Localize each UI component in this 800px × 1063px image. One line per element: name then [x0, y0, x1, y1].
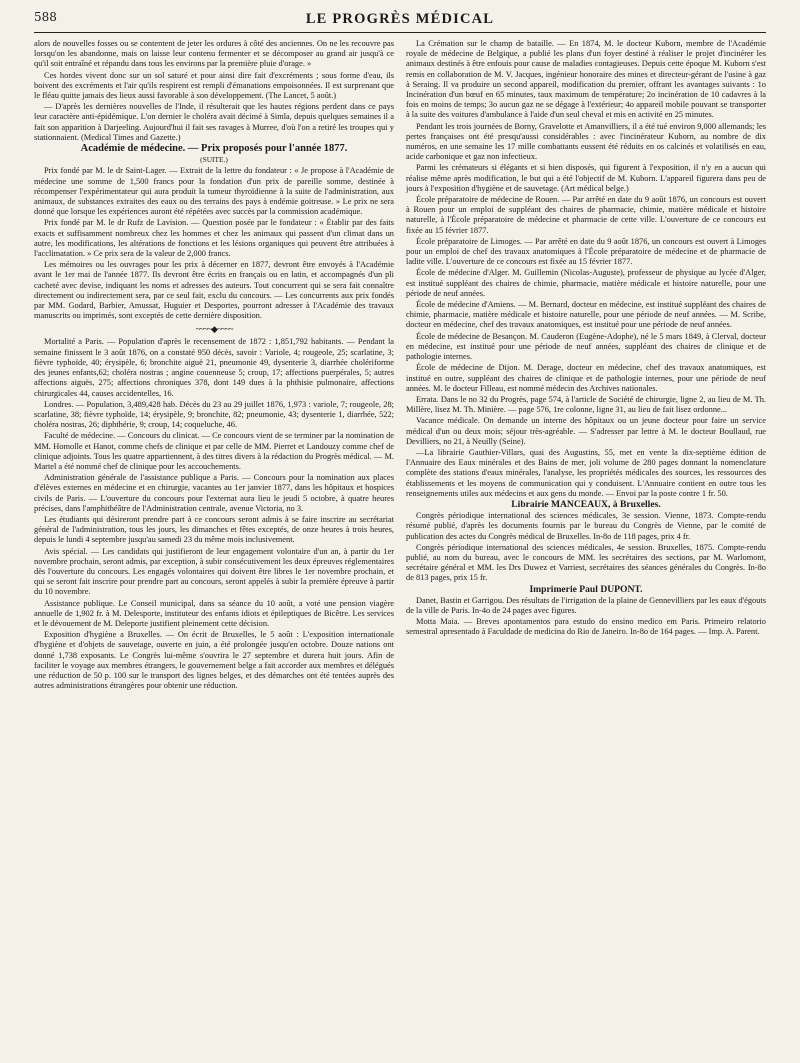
running-header — [34, 10, 766, 33]
news-item-faculty: Faculté de médecine. — Concours du clinicat. — Ce concours vient de se terminer par la nomination de MM. Homolle et Hanot, comme chefs de clinique et par celle de MM. Pierret et Landouzy comme chef de clinique adjoints. Tous les quatre appartiennent, à des titres divers à la rédaction du Progrès médical. — M. Martel a été nommé chef de clinique pour les accouchements. — [34, 431, 394, 471]
section-ornament: ~~~~◆~~~~ — [195, 324, 233, 335]
news-item-amiens: École de médecine d'Amiens. — M. Bernard, docteur en médecine, est institué suppléant des chaires de chimie, pharmacie, matière médicale et histoire naturelle, pour une période de neuf années. — M. Scribe, docteur en médecine, chef des travaux anatomiques, est institué pour une période de neuf années. — [406, 300, 766, 330]
article-paragraph: Les étudiants qui désireront prendre part à ce concours seront admis à se faire inscrire au secrétariat général de l'administration, tous les jours, les dimanches et fêtes exceptés, de onze heures à trois heures, depuis le lundi 4 septembre jusqu'au samedi 23 du même mois inclusivement. — [34, 514, 394, 545]
news-item-cremation: La Crémation sur le champ de bataille. — En 1874, M. le docteur Kuborn, membre de l'Académie royale de médecine de Belgique, a publié les plans d'un foyer destiné à réaliser le projet d'incinérer les animaux destinés à être enfouis pour cause de maladies contagieuses. Depuis cette époque M. Kuborn s'est remis en collaboration de M. V. Jacques, ingénieur honoraire des mines et directeur-gérant de l'usine à gaz à Seraing. Il va produire un second appareil, modification du premier, offrant les avantages suivants : 1o Incinération d'un bœuf en 65 minutes, taux maximum de température; 2o incinération de 10 cadavres à la fois en moins de temps; 3o aucun gaz ne se dégage à l'extérieur; 4o appareil mobile pouvant se transporter à la suite des voitures d'ambulance à l'aide d'un seul cheval et mis en activité en 25 minutes. — [406, 39, 766, 120]
news-item-london: Londres. — Population, 3,489,428 hab. Décès du 23 au 29 juillet 1876, 1,973 : variole, 7; rougeole, 28; scarlatine, 38; fièvre typhoïde, 14; érysipèle, 9; bronchite, 82; pneumonie, 43; dysenterie 1, diarrhée, 522; choléra nostras, 26; diphthérie, 9; croup, 14; coqueluche, 46. — [34, 399, 394, 430]
article-paragraph: Les mémoires ou les ouvrages pour les prix à décerner en 1877, devront être envoyés à l'Académie avant le 1er mai de l'année 1877. Ils devront être écrits en français ou en latin, et accompagnés d'un pli cacheté avec devise, indiquant les noms et adresses des auteurs. Tout concurrent qui se sera fait connaître directement ou indirectement sera, par ce seul fait, exclu du concours. — Les concurrents aux prix fondés par MM. Godard, Barbier, Amussat, Huguier et Desportes, pourront adresser à l'Académie des travaux manuscrits ou imprimés, sont exceptés de cette dernière disposition. — [34, 260, 394, 321]
academy-heading: Académie de médecine. — Prix proposés pour l'année 1877. — [80, 143, 348, 155]
page-number: 588 — [34, 10, 57, 24]
left-column — [34, 39, 394, 1051]
article-paragraph: Prix fondé par M. le dr Saint-Lager. — Extrait de la lettre du fondateur : « Je propose à l'Académie de médecine une somme de 1,500 francs pour la fondation d'un prix de pareille somme, destinée à récompenser l'expérimentateur qui aura produit la tumeur thyroïdienne à la suite de l'administration, aux animaux, de substances extraites des eaux ou des terrains des pays à endémie goitreuse. » Le prix ne sera donné que lorsque les expériences auront été répétées avec succès par la commission académique. — [34, 166, 394, 217]
news-item-errata: Errata. Dans le no 32 du Progrès, page 574, à l'article de Société de chirurgie, ligne 2, au lieu de M. Th. Millère, lisez M. Th. Minière. — page 576, 1re colonne, ligne 31, au lieu de fait lisez ordonne... — [406, 394, 766, 415]
news-item-alger: École de médecine d'Alger. M. Guillemin (Nicolas-Auguste), professeur de physique au lycée d'Alger, est institué suppléant des chaires de chimie, pharmacie, matière médicale et histoire naturelle, pour une période de neuf années. — [406, 268, 766, 298]
news-item-limoges: École préparatoire de Limoges. — Par arrêté en date du 9 août 1876, un concours est ouvert à Limoges pour un emploi de chef des travaux anatomiques à l'École préparatoire de médecine et de pharmacie de ladite ville. L'ouverture de ce concours est fixée au 15 février 1877. — [406, 236, 766, 267]
news-item-assistance: Administration générale de l'assistance publique a Paris. — Concours pour la nomination aux places d'élèves externes en médecine et en chirurgie, vacantes au 1er janvier 1877, dans les hôpitaux et hospices civils de Paris. — L'ouverture du concours pour l'externat aura lieu le jeudi 5 octobre, à quatre heures précises, dans l'amphithéâtre de l'Administration centrale, avenue Victoria, no 3. — [34, 473, 394, 513]
book-listing: Congrès périodique international des sciences médicales, 4e session. Bruxelles, 1875. Compte-rendu publié, au nom du bureau, avec le concours de MM. les secrétaires des sections, par M. Warlomont, secrétaire général et MM. les Drs Duwez et Varriest, secrétaires des séances générales du Congrès. In-8o de 813 pages, prix 15 fr. — [406, 542, 766, 583]
news-item-vacance: Vacance médicale. On demande un interne des hôpitaux ou un jeune docteur pour faire un service médical d'un ou deux mois; séjour très-agréable. — S'adresser par lettre à M. le docteur Boullaud, rue Devilliers, no 21, à Neuilly (Seine). — [406, 416, 766, 446]
book-listing: Congrès périodique international des sciences médicales, 3e session. Vienne, 1873. Compte-rendu résumé publié, d'après les documents fournis par le bureau du Congrès de Vienne, par le comité de publication des actes du Congrès médical de Bruxelles. In-8o de 118 pages, prix 4 fr. — [406, 511, 766, 541]
article-paragraph: alors de nouvelles fosses ou se contentent de jeter les ordures à côté des anciennes. On ne les recouvre pas lorsqu'on les abandonne, mais on laisse leur contenu fermenter et se décomposer au grand air jusqu'à ce qu'il soit entraîné et répandu dans tous les environs par la première pluie d'orage. » — [34, 39, 394, 69]
dupont-heading: Imprimerie Paul DUPONT. — [529, 583, 643, 595]
manceaux-heading: Librairie MANCEAUX, à Bruxelles. — [511, 498, 661, 510]
book-listing: Motta Maia. — Breves apontamentos para estudo do ensino medico em Paris. Primeiro relatorio semestral apresentado à Faculdade de medicina do Rio de Janeiro. In-8o de 164 pages. — Imp. A. Parent. — [406, 617, 766, 637]
news-item-dijon: École de médecine de Dijon. M. Derage, docteur en médecine, chef des travaux anatomiques, est institué en outre, suppléant des chaires de clinique et de pathologie internes, pour une période de neuf années. M. le docteur Filleau, est nommé médecin des Archives nationales. — [406, 363, 766, 393]
article-paragraph: Pendant les trois journées de Borny, Gravelotte et Amanvilliers, il a été tué environ 9,000 allemands; les pertes françaises ont été presqu'aussi considérables : avec l'incinérateur Kuborn, au nombre de dix numéros, en une semaine les 17 mille combattants eussent été réduits en os calcinés et volatilisés en eau, acide carbonique et gaz non infectieux. — [406, 121, 766, 162]
right-column — [406, 39, 766, 1051]
article-paragraph: Prix fondé par M. le dr Rufz de Lavision. — Question posée par le fondateur : « Établir par des faits exacts et suffisamment nombreux chez les hommes et chez les animaux qui passent d'un climat dans un autre, les modifications, les altérations de fonctions et les lésions organiques qui peuvent être attribuées à l'acclimatation. » Ce prix sera de la valeur de 2,000 francs. — [34, 218, 394, 259]
news-item-exposition: Exposition d'hygiène a Bruxelles. — On écrit de Bruxelles, le 5 août : L'exposition internationale d'hygiène et d'objets de sauvetage, ouverte en juin, a été prolongée jusqu'en octobre. Douze nations ont donné 1,738 exposants. Le Congrès lui-même s'ouvrira le 27 septembre et durera huit jours. Afin de faciliter le voyage aux membres étrangers, le gouvernement belge a fait accorder aux membres et délégués une réduction de 50 p. 100 sur le transport des lignes belges, et des démarches ont été tentées auprès des autres administrations étrangères pour obtenir une réduction. — [34, 630, 394, 691]
news-item-librairie: —La librairie Gauthier-Villars, quai des Augustins, 55, met en vente la dix-septième édition de l'Annuaire des Eaux minérales et des Bains de mer, joli volume de 280 pages donnant la nomenclature complète des stations d'eaux minérales, l'analyse, les propriétés médicales des sources, les ressources des établissements et les moyens de communication qui y conduisent. L'Annuaire contient en outre tous les renseignements utiles aux médecins et aux gens du monde. — Envoi par la poste contre 1 fr. 50. — [406, 447, 766, 498]
article-paragraph: Parmi les crémateurs si élégants et si bien disposés, qui figurent à l'exposition, il n'y en a aucun qui réalise même après modification, le but qui a été l'objectif de M. Kuborn. L'appareil figurera dans peu de jours à l'exposition d'hygiène et de sauvetage. (Art médical belge.) — [406, 163, 766, 193]
columns — [34, 39, 766, 1051]
news-item-rouen: École préparatoire de médecine de Rouen. — Par arrêté en date du 9 août 1876, un concours est ouvert à Rouen pour un emploi de suppléant des chaires de pharmacie, chimie, matière médicale et histoire naturelle, à l'École préparatoire de médecine et pharmacie de cette ville. L'ouverture de ce concours est fixée au 15 février 1877. — [406, 195, 766, 235]
article-paragraph: Ces hordes vivent donc sur un sol saturé et pour ainsi dire fait d'excréments ; sous forme d'eau, ils boivent des excréments et l'air qu'ils respirent est rempli d'émanations empoisonnées. Il est surprenant que le fléau quitte jamais des lieux aussi favorable à son développement. (The Lancet, 5 août.) — [34, 70, 394, 101]
academy-subheading: (SUITE.) — [200, 155, 228, 165]
journal-title: LE PROGRÈS MÉDICAL — [305, 11, 495, 27]
article-paragraph: Avis spécial. — Les candidats qui justifieront de leur engagement volontaire d'un an, à partir du 1er novembre prochain, seront admis, par exception, à subir consécutivement les deux épreuves réglementaires dès l'ouverture du concours. Les engagés volontaires qui doivent être libres le 1er novembre prochain, et qui se seront fait inscrire pour prendre part au concours, seront appelés à subir la première épreuve à partir du 10 novembre. — [34, 546, 394, 597]
news-item-assistance-publique: Assistance publique. Le Conseil municipal, dans sa séance du 10 août, a voté une pension viagère annuelle de 1,902 fr. à M. Delesporte, instituteur des enfants idiots et épileptiques de Bicêtre. Les services et le dévouement de M. Deleporte justifient pleinement cette décision. — [34, 598, 394, 628]
news-item-mortality: Mortalité a Paris. — Population d'après le recensement de 1872 : 1,851,792 habitants. — Pendant la semaine finissent le 3 août 1876, on a constaté 950 décès, savoir : Variole, 4; rougeole, 25; scarlatine, 3; fièvre typhoïde, 40; érysipèle, 6; bronchite aiguë 21, pneumonie 49, dysenterie 3, diarrhée cholériforme des jeunes enfants,62; choléra nostras ; angine couenneuse 5; croup, 17; affections puerpérales, 5; autres affections aiguës, 275; affections chroniques 378, dont 149 dues à la phthisie pulmonaire, affections chirurgicales 44, causes accidentelles, 16. — [34, 337, 394, 398]
book-listing: Danet, Bastin et Garrigou. Des résultats de l'irrigation de la plaine de Gennevilliers par les eaux d'égouts de la ville de Paris. In-4o de 24 pages avec figures. — [406, 595, 766, 615]
article-paragraph: — D'après les dernières nouvelles de l'Inde, il résulterait que les hautes régions perdent dans ce pays leur caractère anti-épidémique. L'on dernier le choléra avait décimé à Simla, depuis quelques semaines il a fait son apparition à Darjeeling. Aujourd'hui il fait ses ravages à Murree, d'où l'on a retiré les troupes qui y stationnaient. (Medical Times and Gazette.) — [34, 102, 394, 142]
news-item-besancon: École de médecine de Besançon. M. Cauderon (Eugène-Adophe), né le 5 mars 1849, à Clerval, docteur en médecine, est institué pour une période de neuf années, suppléant des chaires de clinique et de pathologie internes. — [406, 331, 766, 362]
